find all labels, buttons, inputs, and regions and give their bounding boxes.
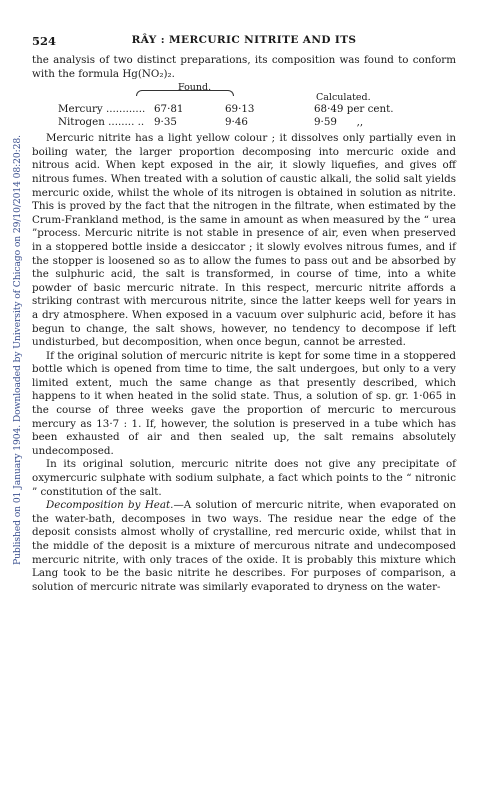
section-heading: Decomposition by Heat. xyxy=(46,499,174,512)
sidenote-text: Published on 01 January 1904. Downloaded by University of Chicago on 29/10/2014 08:20:28. xyxy=(12,135,23,565)
calculated-value: 9·59 ,, xyxy=(314,116,364,129)
found-value-2: 9·46 xyxy=(225,116,248,129)
analysis-table xyxy=(32,82,456,129)
intro-paragraph xyxy=(32,54,456,81)
page-number: 524 xyxy=(32,34,57,48)
table-row xyxy=(58,103,458,116)
decomposition-paragraph xyxy=(32,499,456,594)
row-label: Nitrogen ........ .. xyxy=(58,116,145,129)
decomposition-text: —A solution of mercuric nitrite, when evaporated on the water-bath, decomposes in two ways. The residue near the edge of the deposit consists almost wholly of crystalline, red mercuric oxide, whilst that in the middle of the deposit is a mixture of mercurous nitrate and undecomposed mercuric nitrite, with only traces of the oxide. It is probably this mixture which Lang took to be the basic nitrite he describes. For purposes of comparison, a solution of mercuric nitrate was similarly evaporated to dryness on the water- xyxy=(32,499,456,593)
running-title: RÂY : MERCURIC NITRITE AND ITS xyxy=(131,34,357,46)
found-brace xyxy=(136,90,234,96)
calculated-value: 68·49 per cent. xyxy=(314,103,394,116)
table-row xyxy=(58,116,458,129)
found-value-2: 69·13 xyxy=(225,103,255,116)
found-label: Found. xyxy=(178,82,212,94)
body-paragraph: In its original solution, mercuric nitrite does not give any precipitate of oxymercuric sulphate with sodium sulphate, a fact which points to the “ nitronic ” constitution of the salt. xyxy=(32,458,456,498)
body-paragraph: If the original solution of mercuric nitrite is kept for some time in a stoppered bottle which is opened from time to time, the salt undergoes, but only to a very limited extent, much the same change as that presently described, which happens to it when heated in the solid state. Thus, a solution of sp. gr. 1·065 in the course of three weeks gave the proportion of mercuric to mercurous mercury as 13·7 : 1. If, however, the solution is preserved in a tube which has been exhausted of air and then sealed up, the salt remains absolutely undecomposed. xyxy=(32,349,456,457)
page-header xyxy=(32,34,456,54)
intro-text: the analysis of two distinct preparations, its composition was found to conform with the formula xyxy=(32,54,456,80)
found-value-1: 67·81 xyxy=(154,103,184,116)
found-value-1: 9·35 xyxy=(154,116,177,129)
body-paragraph: Mercuric nitrite has a light yellow colour ; it dissolves only partially even in boiling water, the larger proportion decomposing into mercuric oxide and nitrous acid. When kept exposed in the air, it slowly liquefies, and gives off nitrous fumes. When treated with a solution of caustic alkali, the solid salt yields mercuric oxide, whilst the whole of its nitrogen is obtained in solution as nitrite. This is proved by the fact that the nitrogen in the filtrate, when estimated by the Crum-Frankland method, is the same in amount as when measured by the “ urea ”process. Mercuric nitrite is not stable in presence of air, even when preserved in a stoppered bottle inside a desiccator ; it slowly evolves nitrous fumes, and if the stopper is loosened so as to allow the fumes to pass out and be absorbed by the sulphuric acid, the salt is transformed, in course of time, into a white powder of basic mercuric nitrate. In this respect, mercuric nitrite affords a striking contrast with mercurous nitrite, since the latter keeps well for years in a dry atmosphere. When exposed in a vacuum over sulphuric acid, before it has begun to change, the salt shows, however, no tendency to decompose if left undisturbed, but decomposition, when once begun, cannot be arrested. xyxy=(32,132,456,349)
publication-sidenote xyxy=(0,80,23,620)
paper-page xyxy=(32,34,456,594)
formula: Hg(NO₂)₂. xyxy=(122,67,175,80)
row-label: Mercury ............ xyxy=(58,103,146,116)
calculated-label: Calculated. xyxy=(316,92,371,104)
